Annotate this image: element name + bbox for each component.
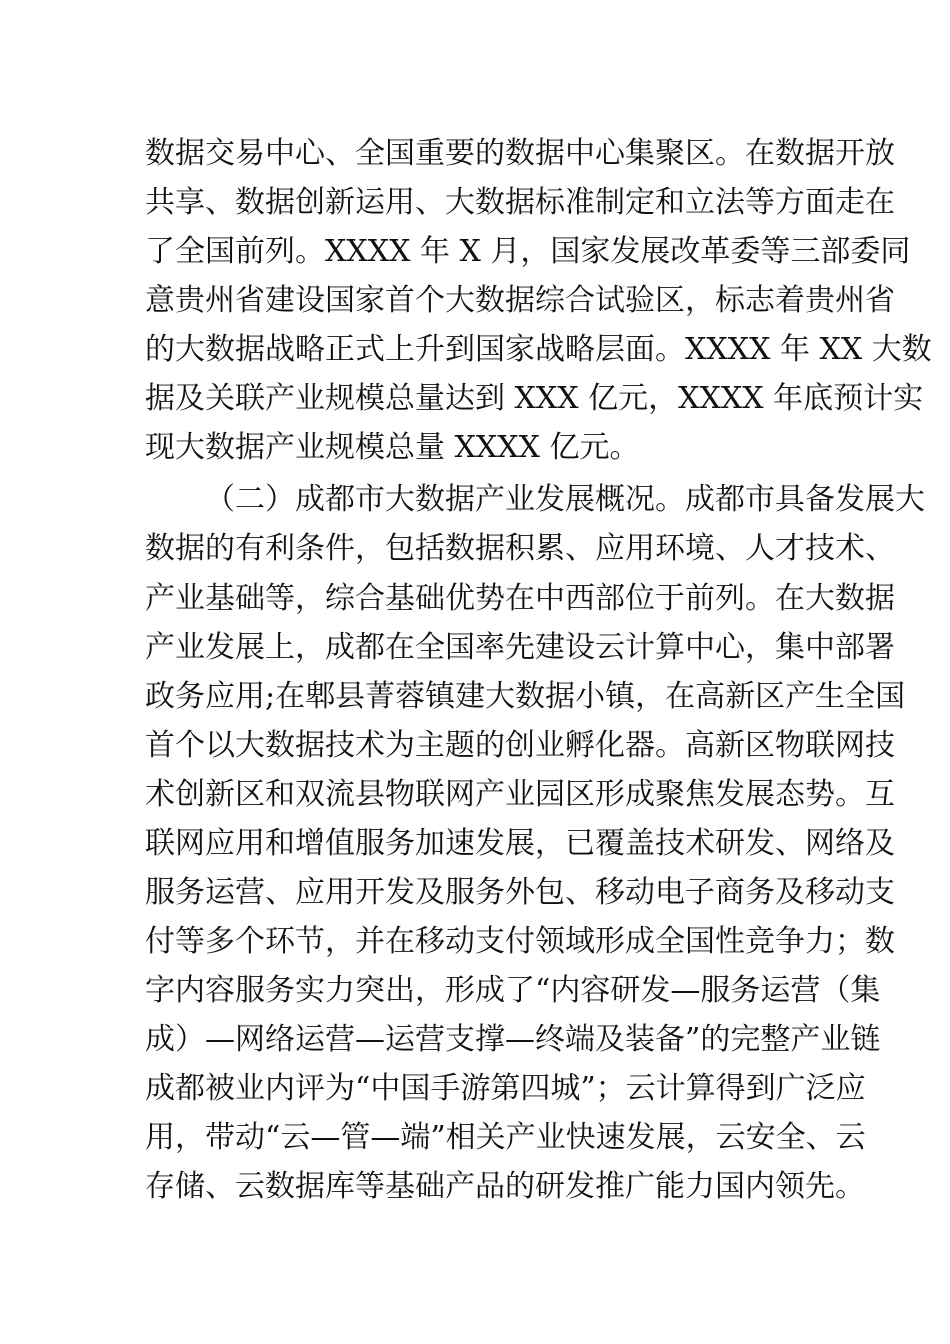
text-line: 据及关联产业规模总量达到 XXX 亿元，XXXX 年底预计实	[145, 381, 924, 416]
text-line: 产业基础等，综合基础优势在中西部位于前列。在大数据	[145, 581, 895, 616]
text-line: 政务应用;在郫县菁蓉镇建大数据小镇，在高新区产生全国	[145, 679, 906, 714]
text-line: 现大数据产业规模总量 XXXX 亿元。	[145, 430, 640, 465]
text-line: 首个以大数据技术为主题的创业孵化器。高新区物联网技	[145, 728, 895, 763]
text-line: 成都被业内评为“中国手游第四城”；云计算得到广泛应	[145, 1071, 866, 1106]
text-line: 联网应用和增值服务加速发展，已覆盖技术研发、网络及	[145, 826, 895, 861]
text-line: 付等多个环节，并在移动支付领域形成全国性竞争力；数	[145, 924, 895, 959]
text-line: 服务运营、应用开发及服务外包、移动电子商务及移动支	[145, 875, 895, 910]
text-line: 了全国前列。XXXX 年 X 月，国家发展改革委等三部委同	[145, 234, 911, 269]
text-line: 成）—网络运营—运营支撑—终端及装备”的完整产业链	[145, 1022, 881, 1057]
text-line: 数据交易中心、全国重要的数据中心集聚区。在数据开放	[145, 136, 895, 171]
text-line: 的大数据战略正式上升到国家战略层面。XXXX 年 XX 大数	[145, 332, 932, 367]
text-line: 用，带动“云—管—端”相关产业快速发展，云安全、云	[145, 1120, 866, 1155]
paragraph-heading-line: （二）成都市大数据产业发展概况。成都市具备发展大	[205, 482, 925, 517]
text-line: 数据的有利条件，包括数据积累、应用环境、人才技术、	[145, 531, 895, 566]
text-line: 存储、云数据库等基础产品的研发推广能力国内领先。	[145, 1169, 865, 1204]
text-line: 术创新区和双流县物联网产业园区形成聚焦发展态势。互	[145, 777, 895, 812]
text-line: 产业发展上，成都在全国率先建设云计算中心，集中部署	[145, 630, 895, 665]
text-line: 意贵州省建设国家首个大数据综合试验区，标志着贵州省	[145, 283, 895, 318]
text-line: 共享、数据创新运用、大数据标准制定和立法等方面走在	[145, 185, 895, 220]
text-line: 字内容服务实力突出，形成了“内容研发—服务运营（集	[145, 973, 881, 1008]
